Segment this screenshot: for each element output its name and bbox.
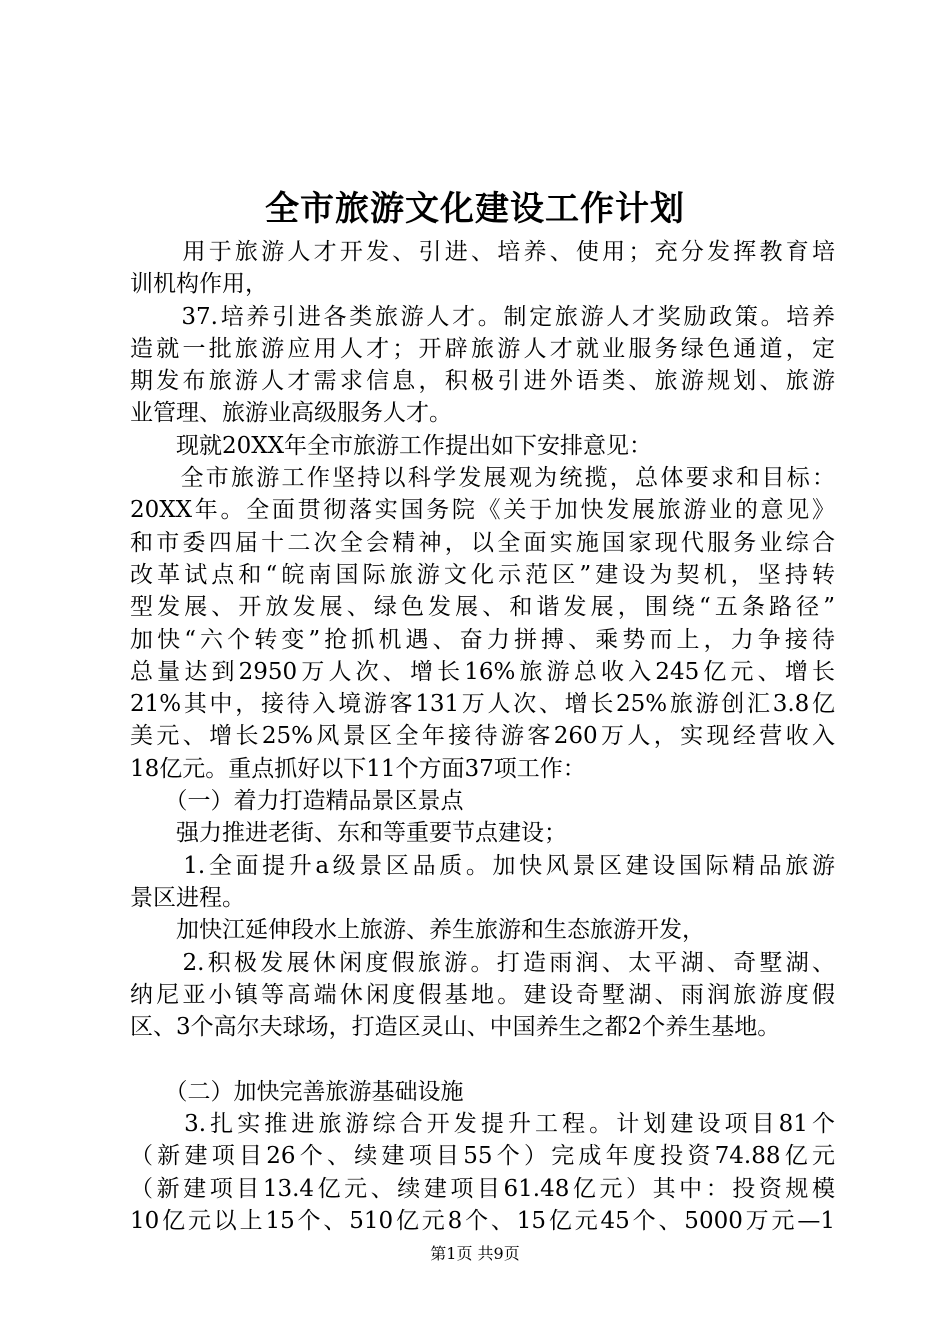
text-line: 和市委四届十二次全会精神，以全面实施国家现代服务业综合 <box>130 529 835 556</box>
text-line: 造就一批旅游应用人才；开辟旅游人才就业服务绿色通道，定 <box>130 335 835 362</box>
text-line: 2.积极发展休闲度假旅游。打造雨润、太平湖、奇墅湖、 <box>130 949 835 976</box>
text-line: 加快“六个转变”抢抓机遇、奋力拼搏、乘势而上，力争接待 <box>130 626 835 653</box>
text-line: （新建项目13.4亿元、续建项目61.48亿元）其中：投资规模 <box>130 1175 835 1202</box>
text-line: 期发布旅游人才需求信息，积极引进外语类、旅游规划、旅游 <box>130 368 835 395</box>
text-line: 景区进程。 <box>130 884 245 911</box>
text-line: 业管理、旅游业高级服务人才。 <box>130 400 452 427</box>
document-title: 全市旅游文化建设工作计划 <box>265 189 685 229</box>
text-line: 18亿元。重点抓好以下11个方面37项工作： <box>130 755 586 782</box>
text-line: 1.全面提升a级景区品质。加快风景区建设国际精品旅游 <box>130 852 835 879</box>
text-line: 纳尼亚小镇等高端休闲度假基地。建设奇墅湖、雨润旅游度假 <box>130 981 835 1008</box>
text-line: 10亿元以上15个、510亿元8个、15亿元45个、5000万元—1 <box>130 1207 835 1234</box>
text-line: 美元、增长25%风景区全年接待游客260万人，实现经营收入 <box>130 723 835 750</box>
document-body <box>130 236 835 1237</box>
text-line: 训机构作用， <box>130 271 268 298</box>
text-line: （二）加快完善旅游基础设施 <box>130 1078 464 1105</box>
text-line: （一）着力打造精品景区景点 <box>130 788 464 815</box>
text-line: （新建项目26个、续建项目55个）完成年度投资74.88亿元 <box>130 1143 835 1170</box>
text-line: 3.扎实推进旅游综合开发提升工程。计划建设项目81个 <box>130 1111 835 1138</box>
text-line: 全市旅游工作坚持以科学发展观为统揽，总体要求和目标： <box>130 465 835 492</box>
text-line: 37.培养引进各类旅游人才。制定旅游人才奖励政策。培养 <box>130 303 835 330</box>
text-line: 改革试点和“皖南国际旅游文化示范区”建设为契机，坚持转 <box>130 561 835 588</box>
text-line: 加快江延伸段水上旅游、养生旅游和生态旅游开发， <box>130 917 705 944</box>
text-line: 型发展、开放发展、绿色发展、和谐发展，围绕“五条路径” <box>130 594 835 621</box>
text-line: 用于旅游人才开发、引进、培养、使用；充分发挥教育培 <box>130 239 835 265</box>
text-line: 20XX年。全面贯彻落实国务院《关于加快发展旅游业的意见》 <box>130 497 835 524</box>
text-line: 总量达到2950万人次、增长16%旅游总收入245亿元、增长 <box>130 658 835 685</box>
text-line: 21%其中，接待入境游客131万人次、增长25%旅游创汇3.8亿 <box>130 691 835 718</box>
page-footer: 第1页 共9页 <box>430 1244 520 1263</box>
text-line <box>130 1043 835 1075</box>
text-line: 强力推进老街、东和等重要节点建设； <box>130 820 567 847</box>
text-line: 现就20XX年全市旅游工作提出如下安排意见： <box>130 432 653 459</box>
text-line: 区、3个高尔夫球场，打造区灵山、中国养生之都2个养生基地。 <box>130 1014 781 1041</box>
